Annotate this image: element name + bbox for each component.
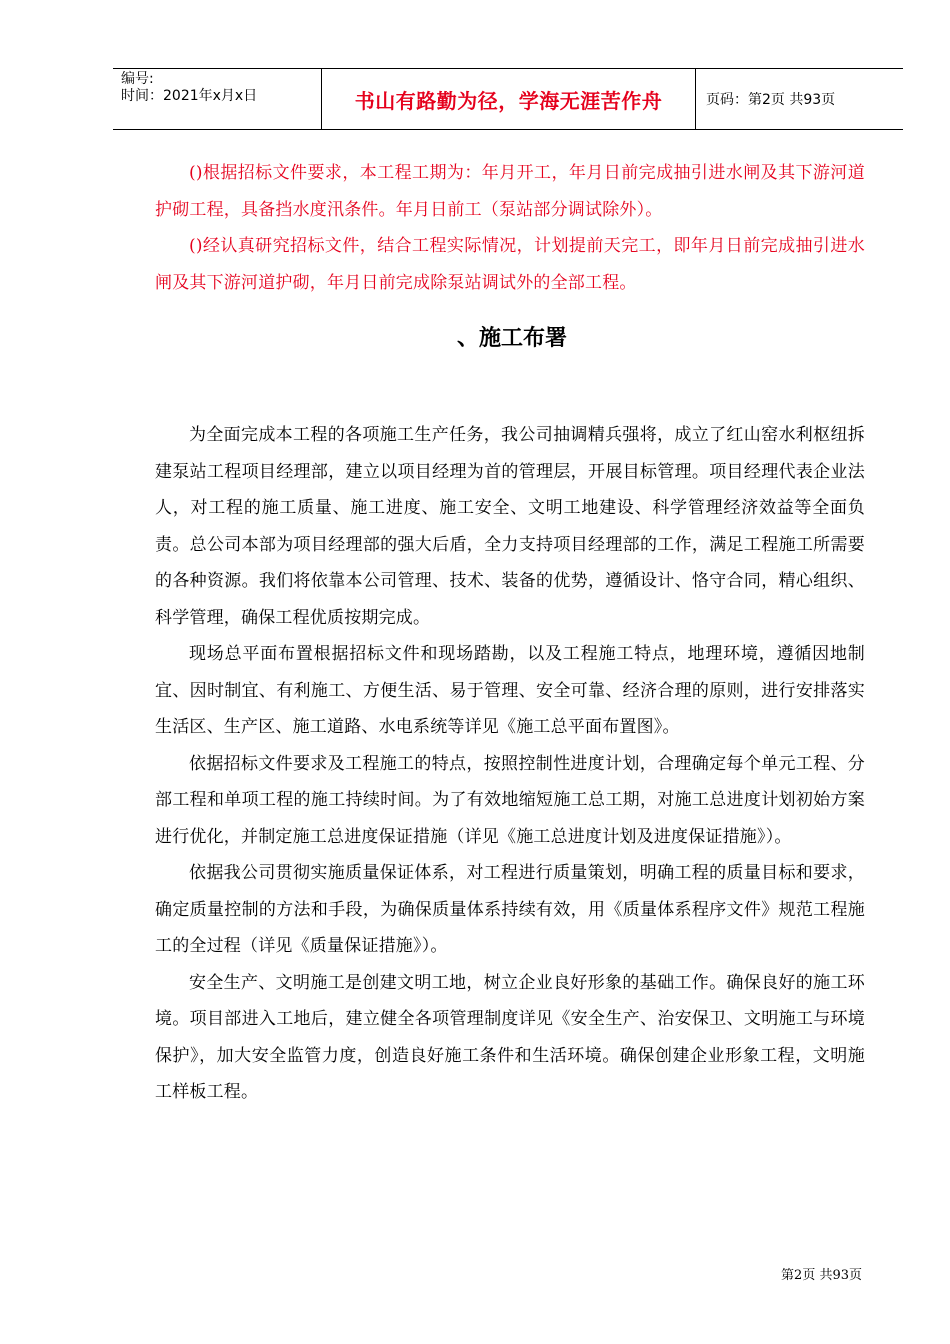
document-body	[155, 155, 865, 1111]
body-paragraph-1: 为全面完成本工程的各项施工生产任务，我公司抽调精兵强将，成立了红山窑水利枢纽拆建泵站工程项目经理部，建立以项目经理为首的管理层，开展目标管理。项目经理代表企业法人，对工程的施工质量、施工进度、施工安全、文明工地建设、科学管理经济效益等全面负责。总公司本部为项目经理部的强大后盾，全力支持项目经理部的工作，满足工程施工所需要的各种资源。我们将依靠本公司管理、技术、装备的优势，遵循设计、恪守合同，精心组织、科学管理，确保工程优质按期完成。	[155, 425, 865, 628]
page-header	[113, 68, 903, 130]
body-paragraph-5: 安全生产、文明施工是创建文明工地，树立企业良好形象的基础工作。确保良好的施工环境。项目部进入工地后，建立健全各项管理制度详见《安全生产、治安保卫、文明施工与环境保护》，加大安全监管力度，创造良好施工条件和生活环境。确保创建企业形象工程，文明施工样板工程。	[155, 972, 865, 1102]
number-label: 编号:	[121, 71, 154, 87]
body-paragraph-4: 依据我公司贯彻实施质量保证体系，对工程进行质量策划，明确工程的质量目标和要求，确定质量控制的方法和手段，为确保质量体系持续有效，用《质量体系程序文件》规范工程施工的全过程（详见《质量保证措施》）。	[155, 863, 865, 956]
section-spacer	[155, 363, 865, 417]
header-page-info: 页码：第2页 共93页	[706, 92, 836, 108]
header-motto: 书山有路勤为径，学海无涯苦作舟	[322, 69, 696, 129]
header-meta	[113, 69, 322, 129]
body-paragraph-2: 现场总平面布置根据招标文件和现场踏勘，以及工程施工特点，地理环境，遵循因地制宜、因时制宜、有利施工、方便生活、易于管理、安全可靠、经济合理的原则，进行安排落实生活区、生产区、施工道路、水电系统等详见《施工总平面布置图》。	[155, 644, 865, 737]
page-footer: 第2页 共93页	[781, 1268, 862, 1283]
time-label: 时间：2021年x月x日	[121, 88, 258, 104]
section-title: 、施工布署	[456, 326, 567, 351]
schedule-paragraph-2: ()经认真研究招标文件，结合工程实际情况，计划提前天完工，即年月日前完成抽引进水闸及其下游河道护砌，年月日前完成除泵站调试外的全部工程。	[155, 236, 865, 293]
schedule-paragraph-1: ()根据招标文件要求，本工程工期为：年月开工，年月日前完成抽引进水闸及其下游河道护砌工程，具备挡水度汛条件。年月日前工（泵站部分调试除外）。	[155, 163, 865, 220]
body-paragraph-3: 依据招标文件要求及工程施工的特点，按照控制性进度计划，合理确定每个单元工程、分部工程和单项工程的施工持续时间。为了有效地缩短施工总工期，对施工总进度计划初始方案进行优化，并制定施工总进度保证措施（详见《施工总进度计划及进度保证措施》）。	[155, 753, 865, 847]
